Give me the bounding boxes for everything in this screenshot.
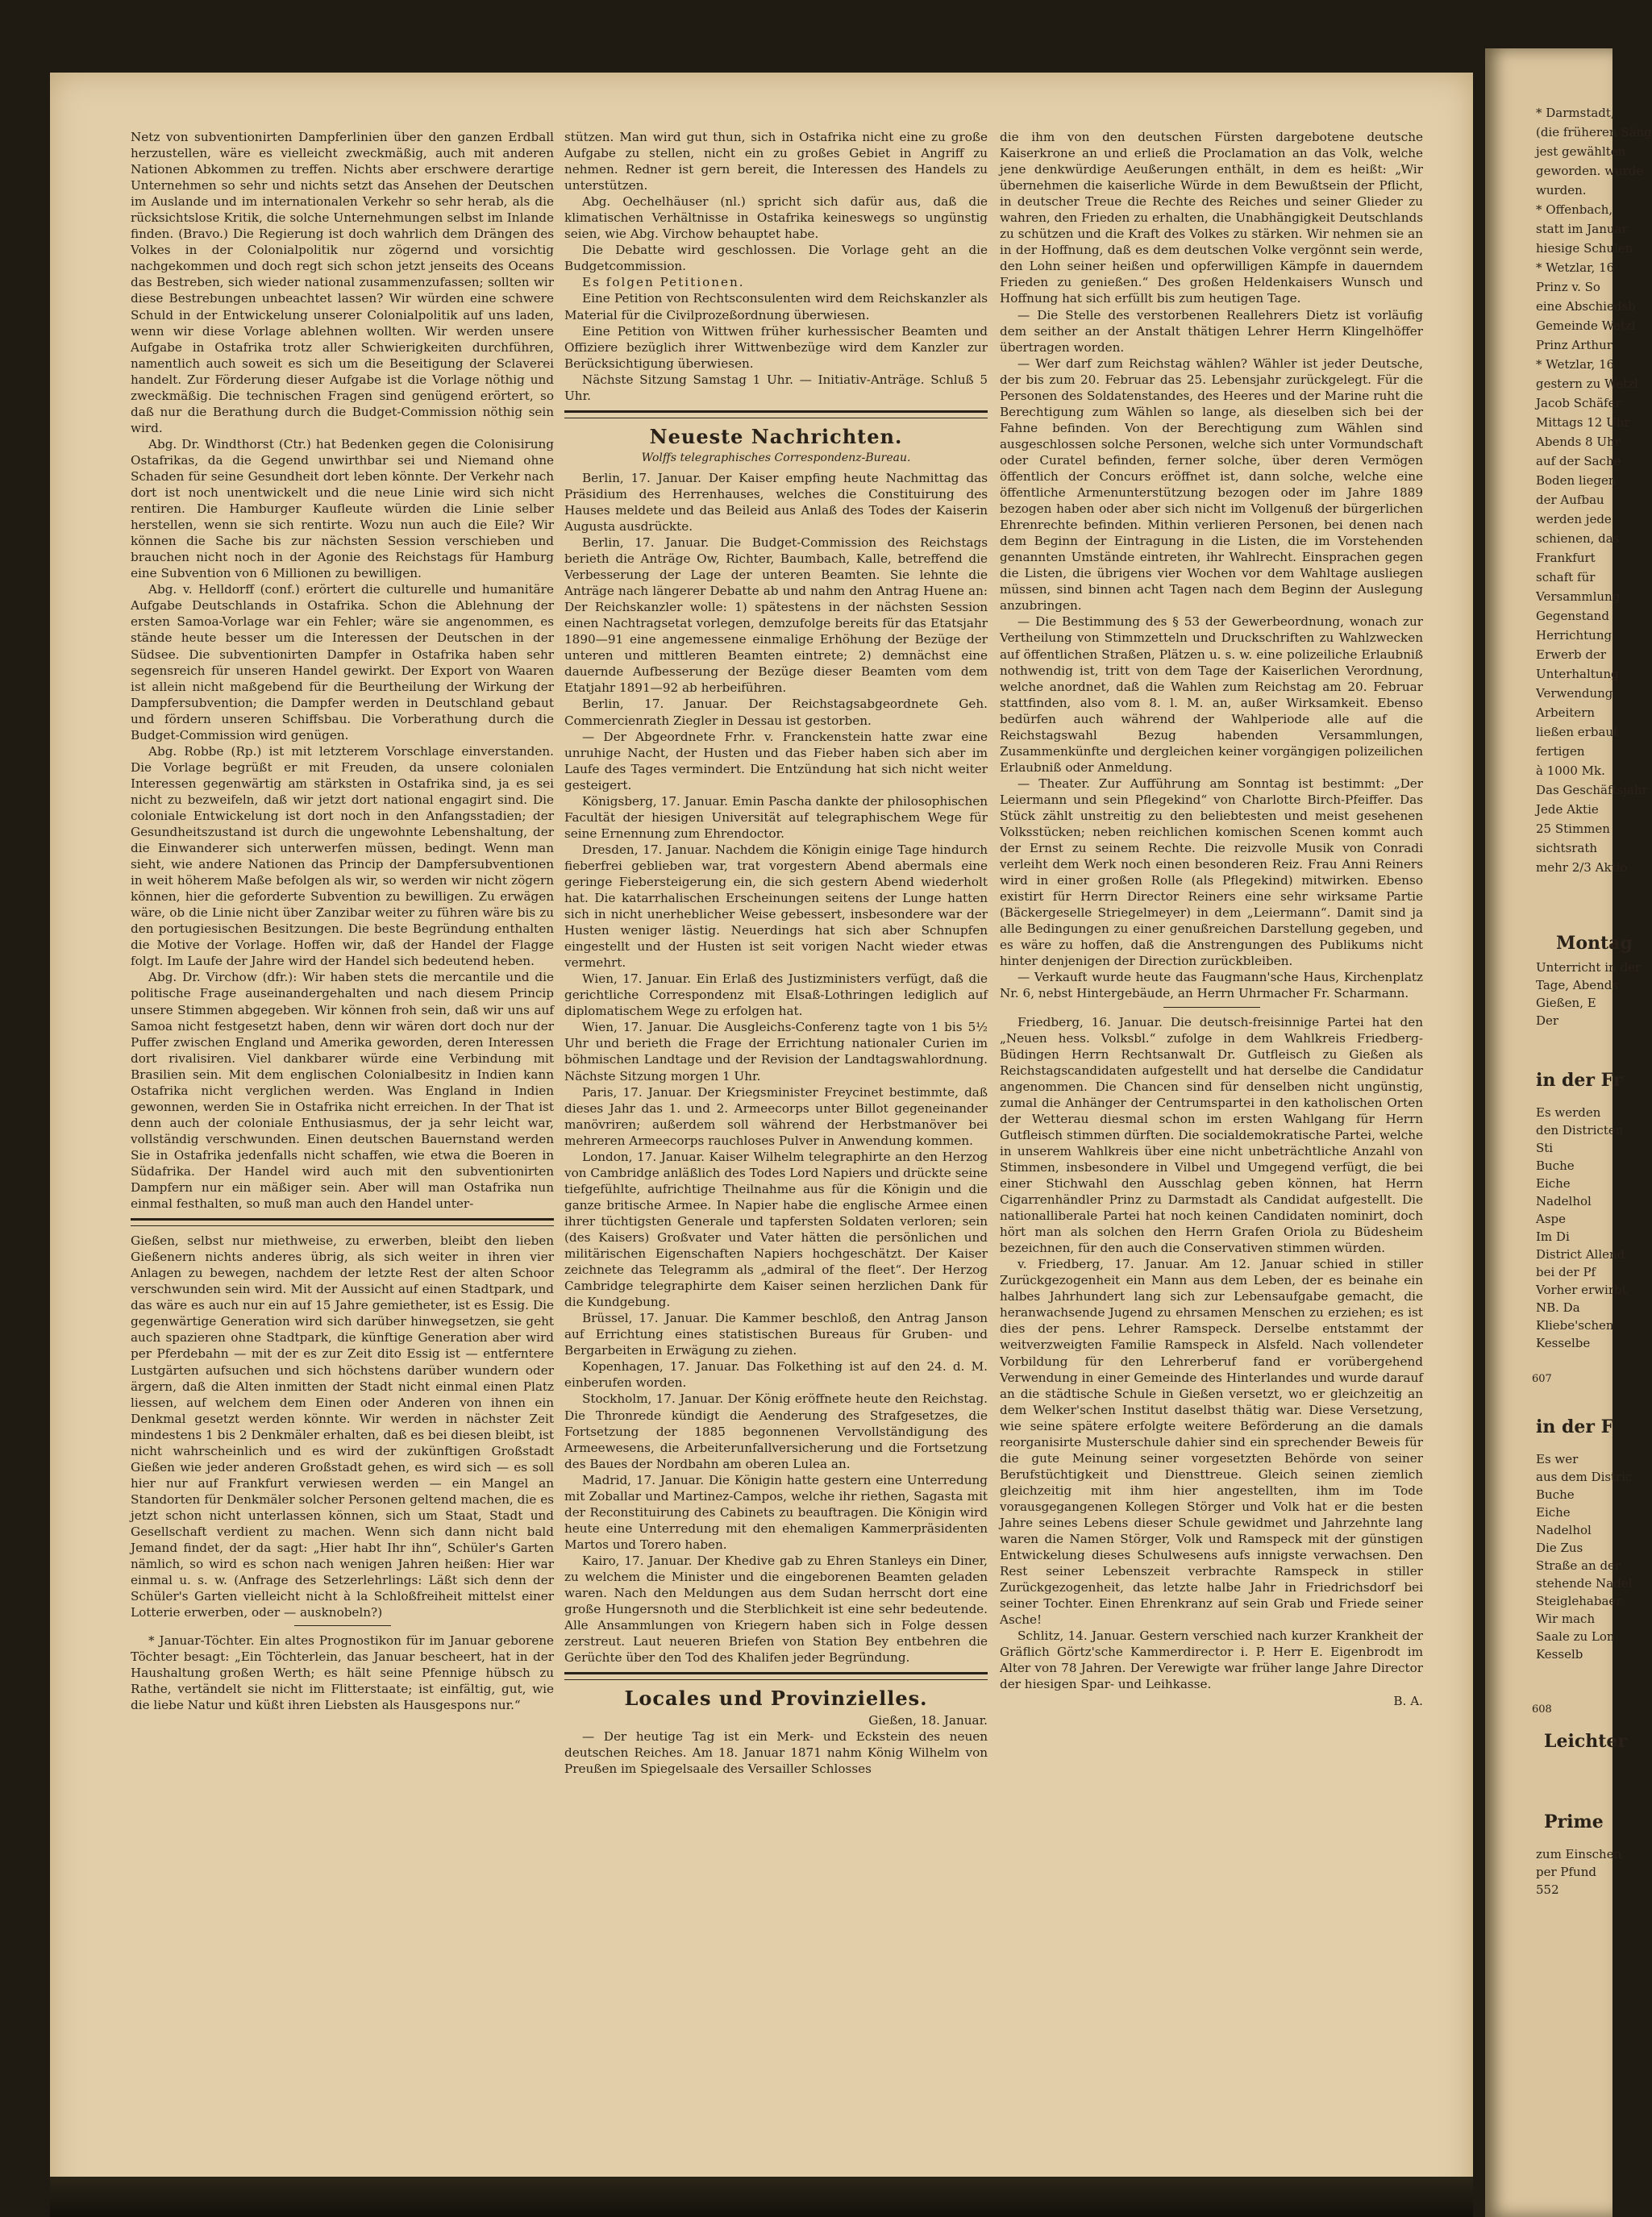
strip-fragment: den Districten <box>1536 1123 1624 1138</box>
col2-paragraph: Eine Petition von Rechtsconsulenten wird dem Reichskanzler als Material für die Civilprozeßordnung überwiesen. <box>564 291 988 322</box>
col3-paragraph: die ihm von den deutschen Fürsten dargebotene deutsche Kaiserkrone an und erließ die Proclamation an das Volk, welche jene denkwürdige Aeußerungen enthält, in dem es heißt: „Wir übernehmen die kaiserliche Würde in dem Bewußtsein der Pflicht, in deutscher Treue die Rechte des Reiches und seiner Glieder zu wahren, den Frieden zu erhalten, die Unabhängigkeit Deutschlands zu schützen und die Kraft des Volkes zu stärken. Wir nehmen sie an in der Hoffnung, daß es dem deutschen Volke vergönnt sein werde, den Lohn seiner heißen und opferwilligen Kämpfe in dauerndem Frieden zu genießen.“ Des großen Heldenkaisers Wunsch und Hoffnung hat sich erfüllt bis zum heutigen Tage. <box>1000 130 1423 306</box>
strip-fragment: Gemeinde Wetzl <box>1536 318 1636 333</box>
strip-fragment: Saale zu Lon <box>1536 1629 1615 1644</box>
news-item: Kopenhagen, 17. Januar. Das Folkething ist auf den 24. d. M. einberufen worden. <box>564 1359 988 1391</box>
strip-fragment: Der <box>1536 1013 1559 1028</box>
col2-paragraph: Nächste Sitzung Samstag 1 Uhr. — Initiativ-Anträge. Schluß 5 Uhr. <box>564 372 988 403</box>
news-item: Dresden, 17. Januar. Nachdem die Königin einige Tage hindurch fieberfrei geblieben war, trat vorgestern Abend abermals eine geringe Fiebersteigerung ein, die sich gestern Abend wiederholt hat. Die katarrhalischen Erscheinungen seitens der Lunge hatten sich in nicht unerheblicher Weise gebessert, insbesondere war der Husten weniger lästig. Neuerdings hat sich aber Schnupfen eingestellt und der Husten ist seit vorigen Nacht wieder etwas vermehrt. <box>564 842 988 971</box>
strip-fragment: Unterhaltung <box>1536 667 1619 681</box>
strip-fragment: gestern zu Wetzl <box>1536 376 1638 391</box>
strip-fragment: schienen, das <box>1536 531 1620 546</box>
col3-paragraph: — Theater. Zur Aufführung am Sonntag ist bestimmt: „Der Leiermann und sein Pflegekind“ von Charlotte Birch-Pfeiffer. Das Stück zählt unstreitig zu den beliebtesten und meist gesehenen Volksstücken; neben reichlichen komischen Scenen kommt auch der Ernst zu seinem Rechte. Die reizvolle Musik von Conradi verleiht dem Werk noch einen besonderen Reiz. Frau Anni Reiners wird in einer großen Rolle (als Pflegekind) mitwirken. Ebenso existirt für Herrn Director Reiners eine sehr wirksame Partie (Bäckergeselle Striegelmeyer) in dem „Leiermann“. Damit sind ja alle Bedingungen zu einer genußreichen Darstellung gegeben, und es wäre zu hoffen, daß die Anstrengungen des Publikums nicht hinter denjenigen der Direction zurückbleiben. <box>1000 776 1423 969</box>
strip-fragment: Es werden <box>1536 1105 1601 1120</box>
col2-paragraph: Abg. Oechelhäuser (nl.) spricht sich dafür aus, daß die klimatischen Verhältnisse in Ostafrika keineswegs so ungünstig seien, wie Abg. Virchow behauptet habe. <box>564 194 988 242</box>
strip-fragment: jest gewählten <box>1536 144 1626 159</box>
strip-number: 607 <box>1532 1373 1552 1385</box>
strip-fragment: statt im Januar <box>1536 222 1628 236</box>
strip-fragment: Buche <box>1536 1158 1575 1173</box>
strip-fragment: Eiche <box>1536 1176 1571 1191</box>
strip-fragment: à 1000 Mk. <box>1536 763 1605 778</box>
strip-fragment: fertigen <box>1536 744 1585 759</box>
strip-fragment: werden jede <box>1536 512 1612 526</box>
strip-fragment: * Darmstadt, <box>1536 106 1615 120</box>
strip-fragment: Die Zus <box>1536 1541 1583 1555</box>
news-item: Madrid, 17. Januar. Die Königin hatte gestern eine Unterredung mit Zoballar und Martinez-Campos, welche ihr riethen, Sagasta mit der Reconstituirung des Cabinets zu beauftragen. Die Königin wird heute eine Unterredung mit den ehemaligen Kammerpräsidenten Martos und Torero haben. <box>564 1472 988 1552</box>
strip-fragment: * Offenbach, <box>1536 202 1613 217</box>
col1-paragraph: Abg. v. Helldorff (conf.) erörtert die culturelle und humanitäre Aufgabe Deutschlands in Ostafrika. Schon die Ablehnung der ersten Samoa-Vorlage war ein Fehler; wäre sie angenommen, es stände heute besser um die Interessen der Deutschen in der Südsee. Die subventionirten Dampfer in Ostafrika haben sehr segensreich für unseren Handel gewirkt. Der Export von Waaren ist allein nicht maßgebend für die Beurtheilung der Wirkung der Dampfersubvention; die Dampfer werden in Deutschland gebaut und fördern unseren Schiffsbau. Die Vorberathung durch die Budget-Commission wird genügen. <box>131 582 554 742</box>
news-item: Berlin, 17. Januar. Der Kaiser empfing heute Nachmittag das Präsidium des Herrenhauses, welches die Constituirung des Hauses meldete und das Beileid aus Anlaß des Todes der Kaiserin Augusta ausdrückte. <box>564 470 988 534</box>
strip-fragment: Versammlung <box>1536 589 1621 604</box>
section-divider <box>564 410 988 418</box>
col3-paragraph: Friedberg, 16. Januar. Die deutsch-freisinnige Partei hat den „Neuen hess. Volksbl.“ zufolge in dem Wahlkreis Friedberg-Büdingen Herrn Rechtsanwalt Dr. Gutfleisch zu Gießen als Reichstagscandidaten aufgestellt und hat derselbe die Candidatur angenommen. Die Chancen sind für denselben nicht ungünstig, zumal die Anhänger der Centrumspartei in den katholischen Orten der Wetterau diesmal schon im ersten Wahlgang für Herrn Gutfleisch stimmen dürften. Die socialdemokratische Partei, welche in unserem Wahlkreis über eine nicht unbeträchtliche Anzahl von Stimmen, insbesondere in Vilbel und Umgegend verfügt, die bei einer Stichwahl den Ausschlag geben können, hat Herrn Cigarrenhändler Prinz zu Darmstadt als Candidat aufgestellt. Die nationalliberale Partei hat noch keinen Candidaten nominirt, doch hört man als solchen den Herrn Grafen Oriola zu Büdesheim bezeichnen, für den auch die Conservativen stimmen würden. <box>1000 1014 1423 1256</box>
col3-paragraph: — Verkauft wurde heute das Faugmann'sche Haus, Kirchenplatz Nr. 6, nebst Hintergebäude, an Herrn Uhrmacher Fr. Scharmann. <box>1000 970 1423 1001</box>
strip-fragment: Prinz Arthur <box>1536 338 1612 352</box>
news-item: Berlin, 17. Januar. Der Reichstagsabgeordnete Geh. Commercienrath Ziegler in Dessau ist gestorben. <box>564 697 988 728</box>
news-item: Paris, 17. Januar. Der Kriegsminister Freycinet bestimmte, daß dieses Jahr das 1. und 2. Armeecorps unter Billot gegeneinander manövriren; außerdem soll während der Herbstmanöver bei mehreren Armeecorps rauchloses Pulver in Anwendung kommen. <box>564 1084 988 1148</box>
strip-fragment: Unterricht in der <box>1536 960 1642 975</box>
strip-fragment: Nadelhol <box>1536 1194 1592 1208</box>
strip-fragment: hiesige Schulen <box>1536 241 1633 256</box>
section-divider <box>564 1672 988 1680</box>
strip-fragment: * Wetzlar, 16 <box>1536 357 1615 372</box>
news-item: Wien, 17. Januar. Die Ausgleichs-Conferenz tagte von 1 bis 5½ Uhr und berieth die Frage der Errichtung nationaler Curien im böhmischen Landtage und der Revision der Landtagswahlordnung. Nächste Sitzung morgen 1 Uhr. <box>564 1020 988 1084</box>
column-3 <box>1000 129 1423 1709</box>
strip-fragment: 25 Stimmen <box>1536 821 1610 836</box>
januar-toechter-paragraph: * Januar-Töchter. Ein altes Prognostikon für im Januar geborene Töchter besagt: „Ein Töchterlein, das Januar bescheert, hat in der Haushaltung großen Werth; es hält seine Pfennige hübsch zu Rathe, vertändelt sie nicht im Flitterstaate; ist einfältig, gut, wie die liebe Natur und küßt ihren Liebsten als Hausgespons nur.“ <box>131 1633 554 1713</box>
news-item: Kairo, 17. Januar. Der Khedive gab zu Ehren Stanleys ein Diner, zu welchem die Minister und die eingeborenen Beamten geladen waren. Nach den Meldungen aus dem Sudan herrscht dort eine große Hungersnoth und die Sterblichkeit ist eine sehr bedeutende. Alle Ansammlungen von Kriegern haben sich in Folge dessen zerstreut. Laut neueren Briefen von Station Bey entbehren die Gerüchte über den Tod des Khalifen jeder Begründung. <box>564 1553 988 1666</box>
col2-paragraph: Die Debatte wird geschlossen. Die Vorlage geht an die Budgetcommission. <box>564 243 988 274</box>
strip-fragment: * Wetzlar, 16 <box>1536 260 1615 275</box>
strip-fragment: schaft für <box>1536 570 1596 584</box>
strip-montag: Montag <box>1556 933 1633 954</box>
col3-paragraph: v. Friedberg, 17. Januar. Am 12. Januar schied in stiller Zurückgezogenheit ein Mann aus dem Leben, der es beinahe ein halbes Jahrhundert lang sich zur Lebensaufgabe gemacht, die heranwachsende Jugend zu ehrsamen Menschen zu erziehen; es ist dies der pens. Lehrer Ramspeck. Derselbe entstammt der weitverzweigten Familie Ramspeck in Alsfeld. Nach vollendeter Vorbildung für den Lehrerberuf fand er vorübergehend Verwendung in einer Gemeinde des Hinterlandes und wurde darauf an die städtische Schule in Gießen versetzt, wo er gleichzeitig an dem Welker'schen Institut daselbst thätig war. Diese Versetzung, wie seine spätere erfolgte weitere Beförderung an die damals reorganisirte Musterschule dahier sind ein sprechender Beweis für die gute Meinung seiner vorgesetzten Behörde von seiner Berufstüchtigkeit und Diensttreue. Gleich seinen ziemlich gleichzeitig mit ihm hier angestellten, ihm im Tode vorausgegangenen Kollegen Störger und Volk hat er die besten Jahre seines Lebens dieser Schule gewidmet und Jahrzehnte lang waren die Namen Störger, Volk und Ramspeck mit der günstigen Entwickelung dieses Schulwesens aufs innigste verwachsen. Den Rest seiner Lebenszeit verbrachte Ramspeck in stiller Zurückgezogenheit, das letzte halbe Jahr in Friedrichsdorf bei seiner Tochter. Einen Ehrenkranz auf sein Grab und Friede seiner Asche! <box>1000 1257 1423 1628</box>
col3-paragraph: Schlitz, 14. Januar. Gestern verschied nach kurzer Krankheit der Gräflich Görtz'sche Kammerdirector i. P. Herr E. Eigenbrodt im Alter von 78 Jahren. Der Verewigte war früher lange Jahre Director der hiesigen Spar- und Leihkasse. <box>1000 1628 1423 1692</box>
strip-fragment: mehr 2/3 Aktio <box>1536 860 1628 875</box>
news-item: Brüssel, 17. Januar. Die Kammer beschloß, den Antrag Janson auf Errichtung eines statistischen Bureaus für Gruben- und Bergarbeiten in Erwägung zu ziehen. <box>564 1311 988 1358</box>
strip-fragment: bei der Pf <box>1536 1265 1596 1279</box>
strip-fragment: Straße an der <box>1536 1558 1621 1573</box>
strip-fragment: Jacob Schäfer <box>1536 396 1621 410</box>
strip-fragment: sichtsrath <box>1536 841 1598 855</box>
strip-fragment: Es wer <box>1536 1452 1579 1466</box>
news-item: Stockholm, 17. Januar. Der König eröffnete heute den Reichstag. Die Thronrede kündigt die Aenderung des Strafgesetzes, die Fortsetzung der 1885 begonnenen Vervollständigung des Armeewesens, die Arbeiterunfallversicherung und die Fortsetzung des Baues der Nordbahn am oberen Lulea an. <box>564 1391 988 1471</box>
strip-fragment: Boden liegen <box>1536 473 1617 488</box>
strip-fragment: Aspe <box>1536 1212 1567 1226</box>
strip-fragment: (die früheren Säng <box>1536 125 1652 139</box>
author-initials: B. A. <box>1393 1693 1423 1708</box>
strip-fragment: per Pfund <box>1536 1865 1596 1879</box>
col2-paragraph: Es folgen Petitionen. <box>582 275 745 290</box>
strip-fragment: eine Abschiedsb <box>1536 299 1636 314</box>
col2-paragraph: Eine Petition von Wittwen früher kurhessischer Beamten und Offiziere bezüglich ihrer Wittwenbezüge wird dem Kanzler zur Berücksichtigung überwiesen. <box>564 323 988 371</box>
col1-paragraph: Abg. Robbe (Rp.) ist mit letzterem Vorschlage einverstanden. Die Vorlage begrüßt er mit Freuden, da unsere colonialen Interessen gegenwärtig am stärksten in Ostafrika sind, ja es sei nicht zu bezweifeln, daß wir jetzt dort national engagirt sind. Die coloniale Entwickelung ist dort noch in den Anfangsstadien; der Gesundheitszustand ist durch die ungewohnte Lebenshaltung, der die Einwanderer sich unterwerfen müssen, bedingt. Wenn man sieht, wie andere Nationen das Princip der Dampfersubventionen in weit höherem Maße befolgen als wir, so werden wir nicht zögern können, hier die geforderte Subvention zu bewilligen. Zu erwägen wäre, ob die Linie nicht über Zanzibar weiter zu führen wäre bis zu den portugiesischen Besitzungen. Die beste Begründung enthalten die Motive der Vorlage. Hoffen wir, daß der Handel der Flagge folgt. Im Laufe der Jahre wird der Handel sich bedeutend heben. <box>131 743 554 969</box>
col1-paragraph: Abg. Dr. Windthorst (Ctr.) hat Bedenken gegen die Colonisirung Ostafrikas, da die Gegend unwirthbar sei und Niemand ohne Schaden für seine Gesundheit dort leben könnte. Der Verkehr nach dort ist noch unentwickelt und die neue Linie wird sich nicht rentiren. Die Hamburger Kaufleute würden die Linie selber herstellen, wenn sie sich rentirte. Wozu nun auch die Eile? Wir können die Sache bis zur nächsten Session verschieben und brauchen nicht noch in der Agonie des Reichstags für Hamburg eine Subvention von 6 Millionen zu bewilligen. <box>131 436 554 581</box>
strip-fragment: Mittags 12 Uhr <box>1536 415 1630 430</box>
local-dateline: Gießen, 18. Januar. <box>868 1713 988 1728</box>
strip-fragment: Vorher erwirbt <box>1536 1283 1627 1297</box>
strip-fragment: auf der Sache <box>1536 454 1621 468</box>
col1-paragraph: Netz von subventionirten Dampferlinien über den ganzen Erdball herzustellen, wäre es vielleicht zweckmäßig, auch mit anderen Nationen Abkommen zu treffen. Nichts aber erschwere derartige Unternehmen so sehr und nichts setzt das Ansehen der Deutschen im Auslande und im internationalen Verkehr so sehr herab, als die rücksichtslose Kritik, die solche Unternehmungen selbst im Inlande finden. (Bravo.) Die Regierung ist doch wahrlich dem Drängen des Volkes in der Colonialpolitik nur zögernd und vorsichtig nachgekommen und doch regt sich schon jetzt jenseits des Oceans das Bestreben, sich wieder national zusammenzufassen; sollten wir diese Bestrebungen unbeachtet lassen? Wir würden eine schwere Schuld in der Entwickelung unserer Colonialpolitik auf uns laden, wenn wir diese Vorlage ablehnen wollten. Wir werden unsere Aufgabe in Ostafrika trotz aller Schwierigkeiten durchführen, namentlich auch soweit es sich um die Beseitigung der Sclaverei handelt. Zur Förderung dieser Aufgabe ist die Vorlage nöthig und zweckmäßig. Die technischen Fragen sind genügend erörtert, so daß nur die Berathung durch die Budget-Commission nöthig sein wird. <box>131 130 554 435</box>
news-subheading: Wolffs telegraphisches Correspondenz-Bureau. <box>641 451 911 464</box>
strip-ad-title: Prime <box>1544 1811 1604 1832</box>
column-1 <box>131 129 554 1714</box>
strip-fragment: Im Di <box>1536 1229 1570 1244</box>
strip-fragment: Das Geschäftsjahr <box>1536 783 1648 797</box>
news-item: Königsberg, 17. Januar. Emin Pascha dankte der philosophischen Facultät der hiesigen Universität auf telegraphischem Wege für seine Ernennung zum Ehrendoctor. <box>564 793 988 841</box>
page-shadow <box>50 2177 1473 2217</box>
strip-fragment: 552 <box>1536 1882 1559 1897</box>
news-item: Wien, 17. Januar. Ein Erlaß des Justizministers verfügt, daß die gerichtliche Correspondenz mit Elsaß-Lothringen lediglich auf diplomatischem Wege zu erfolgen hat. <box>564 971 988 1019</box>
feuilleton-divider <box>131 1218 554 1226</box>
strip-fragment: Arbeitern <box>1536 705 1596 720</box>
strip-fragment: Verwendung <box>1536 686 1613 701</box>
strip-fragment: Kesselb <box>1536 1647 1583 1662</box>
divider <box>294 1625 391 1626</box>
strip-fragment: geworden. wurde <box>1536 164 1644 178</box>
column-2 <box>564 129 988 1777</box>
strip-fragment: Wir mach <box>1536 1612 1596 1626</box>
col2-paragraph: stützen. Man wird gut thun, sich in Ostafrika nicht eine zu große Aufgabe zu stellen, nicht ein zu großes Gebiet in Angriff zu nehmen. Redner ist gern bereit, die Interessen des Handels zu unterstützen. <box>564 130 988 193</box>
news-item: Berlin, 17. Januar. Die Budget-Commission des Reichstags berieth die Anträge Ow, Richter, Baumbach, Kalle, betreffend die Verbesserung der Lage der unteren Beamten. Sie lehnte die Anträge nach längerer Debatte ab und nahm den Antrag Huene an: Der Reichskanzler wolle: 1) spätestens in der nächsten Session einen Nachtragsetat vorlegen, demzufolge bereits für das Etatsjahr 1890—91 eine angemessene einmalige Erhöhung der Bezüge der unteren und mittleren Beamten eintrete; 2) demnächst eine dauernde Aufbesserung der Bezüge dieser Beamten vom dem Etatjahr 1891—92 ab herbeiführen. <box>564 534 988 696</box>
news-item: — Der Abgeordnete Frhr. v. Franckenstein hatte zwar eine unruhige Nacht, der Husten und das Fieber haben sich aber im Laufe des Tages vermindert. Die Entzündung hat sich nicht weiter gesteigert. <box>564 729 988 792</box>
strip-fragment: Tage, Abends <box>1536 978 1619 992</box>
strip-fragment: Kliebe'schen <box>1536 1318 1614 1333</box>
strip-fragment: Prinz v. So <box>1536 280 1600 294</box>
strip-ad-title: Leichter <box>1544 1731 1627 1752</box>
feuilleton-paragraph: Gießen, selbst nur miethweise, zu erwerben, bleibt den lieben Gießenern nichts anderes übrig, als sich weiter in ihren vier Anlagen zu bewegen, nachdem der letzte Rest der alten Schoor verschwunden sein wird. Mit der Aussicht auf einen Stadtpark, und das wäre es auch nur ein auf 15 Jahre gemietheter, ist es Essig. Die gegenwärtige Generation wird sich darüber hinwegsetzen, sie geht auch spazieren ohne Stadtpark, die künftige Generation aber wird per Pferdebahn — mit der es zur Zeit dito Essig ist — entferntere Lustgärten aufsuchen und sich höchstens darüber wundern oder ärgern, daß die Alten inmitten der Stadt nicht einmal einen Platz liessen, auf welchem dem Einen oder Anderen von ihnen ein Denkmal gesetzt werden könnte. Wir werden in nächster Zeit mindestens 1 bis 2 Denkmäler erhalten, daß es bei diesen bleibt, ist nicht wahrscheinlich und es wird der zukünftigen Großstadt Gießen wie jeder anderen Großstadt gehen, es wird sich — es soll hier nur auf Frankfurt verwiesen werden — ein Mangel an Standorten für Denkmäler solcher Personen geltend machen, die es jetzt schon nicht unterlassen können, sich um Staat, Stadt und Gesellschaft verdient zu machen. Wenn sich dann nicht bald Jemand findet, der da sagt: „Hier habt Ihr ihn“, Schüler's Garten nämlich, so wird es schon nach wenigen Jahren heißen: Hier war einmal u. s. w. (Anfrage des Setzerlehrlings: Läßt sich denn der Schüler's Garten vielleicht nicht à la Schloßfreiheit mittelst einer Lotterie erwerben, oder — ausknobeln?) <box>131 1233 554 1620</box>
col3-paragraph: — Wer darf zum Reichstag wählen? Wähler ist jeder Deutsche, der bis zum 20. Februar das 25. Lebensjahr zurückgelegt. Für die Personen des Soldatenstandes, des Heeres und der Marine ruht die Berechtigung zum Wählen so lange, als dieselben sich bei der Fahne befinden. Von der Berechtigung zum Wählen sind ausgeschlossen solche Personen, welche sich unter Vormundschaft oder Curatel befinden, ferner solche, über deren Vermögen öffentlich der Concurs eröffnet ist, dann solche, welche eine öffentliche Armenunterstützung bezogen oder im Jahre 1889 bezogen haben oder aber sich nicht im Vollgenuß der bürgerlichen Ehrenrechte befinden. Mithin verlieren Personen, bei denen nach dem Beginn der Eintragung in die Listen, die im Vorstehenden genannten Umstände eintreten, ihr Wahlrecht. Einsprachen gegen die Listen, die übrigens vier Wochen vor dem Wahltage ausliegen müssen, sind binnen acht Tagen nach dem Beginn der Auslegung anzubringen. <box>1000 356 1423 614</box>
strip-fragment: Steiglehabaer <box>1536 1594 1622 1608</box>
col3-paragraph: — Die Stelle des verstorbenen Reallehrers Dietz ist vorläufig dem seither an der Anstalt thätigen Lehrer Herrn Klingelhöffer übertragen worden. <box>1000 307 1423 355</box>
strip-fragment: Jede Aktie <box>1536 802 1599 817</box>
strip-fragment: Eiche <box>1536 1505 1571 1520</box>
strip-fragment: Abends 8 Uhr <box>1536 435 1621 449</box>
strip-fragment: Buche <box>1536 1487 1575 1502</box>
strip-fragment: NB. Da <box>1536 1300 1580 1315</box>
strip-fragment: Erwerb der <box>1536 647 1607 662</box>
strip-number: 608 <box>1532 1703 1552 1716</box>
strip-fragment: ließen erbaut <box>1536 725 1619 739</box>
strip-ad-title: in der F <box>1536 1416 1614 1437</box>
strip-fragment: Herrichtung <box>1536 628 1612 643</box>
local-heading: Locales und Provinzielles. <box>624 1687 928 1711</box>
news-item: London, 17. Januar. Kaiser Wilhelm telegraphirte an den Herzog von Cambridge anläßlich des Todes Lord Napiers und drückte seine tiefgefühlte, aufrichtige Theilnahme aus für die Königin und die ganze britische Armee. In Napier habe die englische Armee einen ihrer tüchtigsten Generale und tapfersten Soldaten verloren; sein (des Kaisers) Großvater und Vater hätten die persönlichen und militärischen Eigenschaften Napiers hochgeschätzt. Der Kaiser zeichnete das Telegramm als „admiral of the fleet“. Der Herzog Cambridge telegraphirte dem Kaiser seinen herzlichen Dank für die Kundgebung. <box>564 1149 988 1310</box>
divider <box>1163 1007 1260 1008</box>
strip-fragment: Sti <box>1536 1141 1554 1155</box>
col1-paragraph: Abg. Dr. Virchow (dfr.): Wir haben stets die mercantile und die politische Frage auseinandergehalten und nach diesem Princip unsere Stimmen abgegeben. Wir können froh sein, daß wir uns auf Samoa nicht festgesetzt haben, denn wir wären dort doch nur der Puffer zwischen England und Amerika geworden, deren Interessen dort rivalisiren. Viel dankbarer würde eine Verbindung mit Brasilien sein. Mit dem englischen Colonialbesitz in Indien kann Ostafrika nicht verglichen werden. Was England in Indien gewonnen, werden Sie in Ostafrika nicht erreichen. In der That ist denn auch der coloniale Enthusiasmus, der ja sehr leicht war, vollständig verschwunden. Einen deutschen Bauernstand werden Sie in Ostafrika jedenfalls nicht schaffen, wie etwa die Boeren in Südafrika. Der Handel wird auch mit den subventionirten Dampfern nur ein mäßiger sein. Aber will man Ostafrika nun einmal festhalten, so muß man auch den Handel unter- <box>131 970 554 1212</box>
strip-fragment: Gegenstand <box>1536 609 1609 623</box>
strip-ad-title: in der Fr <box>1536 1070 1623 1091</box>
strip-fragment: Kesselbe <box>1536 1336 1591 1350</box>
strip-fragment: aus dem Distric <box>1536 1470 1633 1484</box>
strip-fragment: zum Einschen <box>1536 1847 1622 1861</box>
col3-paragraph: — Die Bestimmung des § 53 der Gewerbeordnung, wonach zur Vertheilung von Stimmzetteln und Druckschriften zu Wahlzwecken auf öffentlichen Straßen, Plätzen u. s. w. eine polizeiliche Erlaubniß nothwendig ist, tritt von dem Tage der Kaiserlichen Verordnung, welche anordnet, daß die Wahlen zum Reichstag am 20. Februar stattfinden, also vom 8. l. M. an, außer Wirksamkeit. Ebenso bedürfen auch während der Wahlperiode alle auf die Reichstagswahl Bezug habenden Versammlungen, Zusammenkünfte und dergleichen keiner vorgängigen polizeilichen Erlaubniß oder Anmeldung. <box>1000 614 1423 775</box>
strip-fragment: Gießen, E <box>1536 996 1596 1010</box>
strip-fragment: der Aufbau <box>1536 493 1604 507</box>
local-paragraph: — Der heutige Tag ist ein Merk- und Eckstein des neuen deutschen Reiches. Am 18. Januar 1871 nahm König Wilhelm von Preußen im Spiegelsaale des Versailler Schlosses <box>564 1729 988 1777</box>
strip-fragment: Frankfurt <box>1536 551 1596 565</box>
news-heading: Neueste Nachrichten. <box>649 424 903 448</box>
strip-fragment: wurden. <box>1536 183 1587 198</box>
strip-fragment: Nadelhol <box>1536 1523 1592 1537</box>
strip-fragment: stehende Nadel <box>1536 1576 1633 1591</box>
strip-fragment: District Allend <box>1536 1247 1625 1262</box>
